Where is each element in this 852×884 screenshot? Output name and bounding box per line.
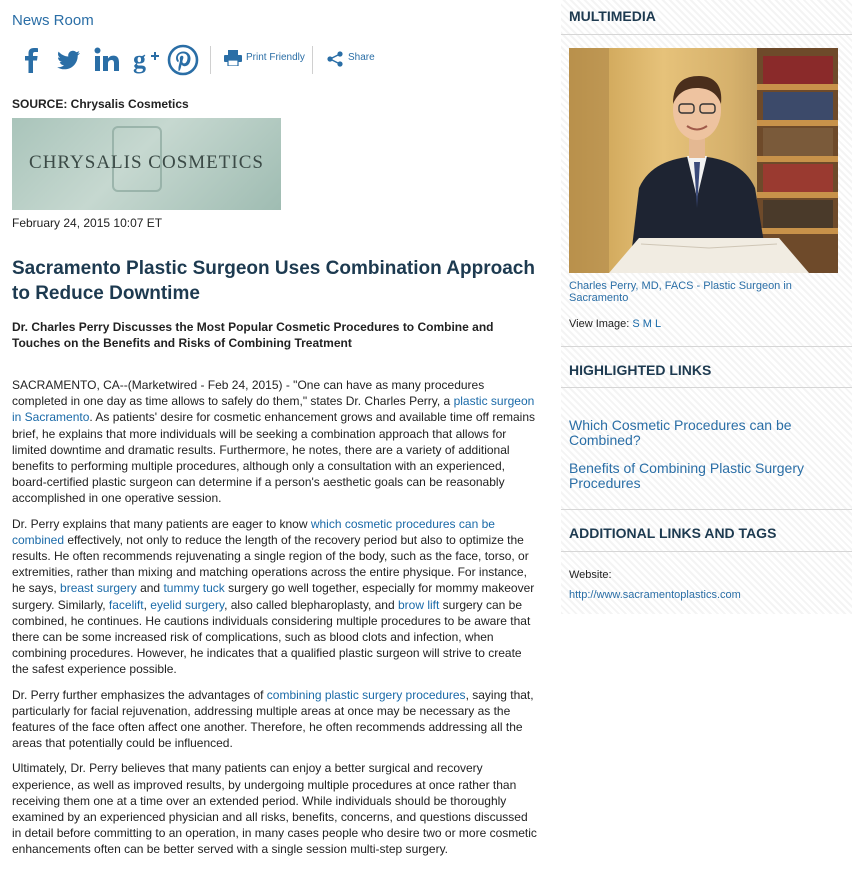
body-paragraph: [12, 760, 540, 857]
share-divider: [312, 46, 313, 74]
website-label: Website:: [569, 569, 612, 581]
share-bar: [12, 44, 412, 76]
additional-links-title: ADDITIONAL LINKS AND TAGS: [569, 525, 777, 541]
share-icon[interactable]: [327, 51, 343, 67]
image-size-large[interactable]: L: [655, 318, 662, 330]
article-headline: Sacramento Plastic Surgeon Uses Combination Approach to Reduce Downtime: [12, 258, 535, 304]
print-friendly-link[interactable]: Print Friendly: [246, 52, 305, 63]
logo-text: CHRYSALIS COSMETICS: [29, 152, 264, 173]
highlighted-link-benefits[interactable]: Benefits of Combining Plastic Surgery Procedures: [569, 460, 804, 491]
highlighted-links-title: HIGHLIGHTED LINKS: [569, 362, 712, 378]
plastic-surgeon-link[interactable]: plastic surgeon in Sacramento: [12, 394, 535, 425]
facebook-icon[interactable]: [22, 44, 40, 74]
view-image: [569, 318, 661, 330]
body-text: , saying that, particularly for facial rejuvenation, addressing multiple areas at once may be necessary as the features of the face often affect one another. Therefore, he often recommends addressing all the areas that potentially could be influenced.: [12, 687, 534, 751]
body-text: Dr. Perry further emphasizes the advantages of: [12, 687, 267, 702]
brow-lift-link[interactable]: brow lift: [397, 597, 440, 612]
combining-procedures-link[interactable]: combining plastic surgery procedures: [266, 687, 466, 702]
breast-surgery-link[interactable]: breast surgery: [60, 581, 137, 596]
svg-text:g: g: [133, 45, 146, 74]
body-paragraph: [12, 377, 540, 507]
image-size-medium[interactable]: M: [642, 318, 652, 330]
facelift-link[interactable]: facelift: [108, 597, 144, 612]
company-logo: [12, 118, 281, 210]
newsroom-link[interactable]: News Room: [12, 12, 94, 29]
linkedin-icon[interactable]: [94, 44, 120, 74]
body-paragraph: [12, 687, 540, 752]
body-text: , also called blepharoplasty, and: [224, 597, 398, 612]
photo-caption[interactable]: Charles Perry, MD, FACS - Plastic Surgeon in Sacramento: [569, 280, 792, 304]
tummy-tuck-link[interactable]: tummy tuck: [163, 581, 225, 596]
section-divider: [561, 346, 852, 347]
body-text: Dr. Perry explains that many patients are eager to know: [12, 516, 311, 531]
body-text: surgery go well together, especially for mommy makeover surgery. Similarly,: [12, 581, 535, 612]
pinterest-icon[interactable]: [167, 44, 199, 76]
body-text: SACRAMENTO, CA--(Marketwired - Feb 24, 2015) - "One can have as many procedures completed in one day as time allows to safely do them," states Dr. Charles Perry, a: [12, 378, 485, 409]
share-link[interactable]: Share: [348, 52, 375, 63]
view-image-label: View Image:: [569, 318, 633, 330]
eyelid-surgery-link[interactable]: eyelid surgery: [150, 597, 225, 612]
body-text: . As patients' desire for cosmetic enhancement grows and available time off remains brief, he explains that more individuals will be seeking a combination approach that allows for limited downtime and dramatic results. Furthermore, he notes, there are a variety of additional benefits to performing multiple procedures, although only a consultation with an experienced, board-certified plastic surgeon can determine if a person's aesthetic goals can be reasonably accomplished in one operative session.: [12, 410, 536, 506]
section-divider: [561, 387, 852, 388]
body-paragraph: [12, 516, 540, 678]
section-divider: [561, 551, 852, 552]
sidebar: [561, 0, 852, 614]
article-subheadline: Dr. Charles Perry Discusses the Most Popular Cosmetic Procedures to Combine and Touches on the Benefits and Risks of Combining Treatment: [12, 320, 494, 350]
twitter-icon[interactable]: [56, 44, 82, 74]
body-text: ,: [143, 597, 151, 612]
printer-icon[interactable]: [224, 50, 242, 66]
image-size-small[interactable]: S: [632, 318, 640, 330]
source-label: SOURCE: Chrysalis Cosmetics: [12, 97, 189, 111]
doctor-photo[interactable]: [569, 48, 838, 273]
google-plus-icon[interactable]: [132, 44, 162, 74]
body-text: Ultimately, Dr. Perry believes that many patients can enjoy a better surgical and recovery experience, as well as improved results, by undergoing multiple procedures at once rather than receiving them one at a time over an extended period. While individuals should be thoroughly examined by an experienced physician and all risks, benefits, concerns, and questions discussed in detail before committing to an operation, in many cases people who desire two or more cosmetic enhancements often can be better served with a single session multi-step surgery.: [12, 761, 537, 857]
multimedia-title: MULTIMEDIA: [569, 8, 656, 24]
section-divider: [561, 34, 852, 35]
section-divider: [561, 509, 852, 510]
body-text: and: [136, 581, 164, 596]
body-text: surgery can be combined, he continues. He cautions individuals considering multiple procedures to be aware that there can be some increased risk of complications, such as blood clots and infection, when combining procedures. However, he indicates that a qualified plastic surgeon will strive to create the safest experience possible.: [12, 597, 531, 677]
publish-date: February 24, 2015 10:07 ET: [12, 216, 163, 230]
article-body: [12, 377, 540, 867]
share-divider: [210, 46, 211, 74]
highlighted-link-combined[interactable]: Which Cosmetic Procedures can be Combined?: [569, 417, 792, 448]
website-link[interactable]: http://www.sacramentoplastics.com: [569, 589, 741, 601]
combined-procedures-link[interactable]: which cosmetic procedures can be combined: [12, 516, 495, 547]
body-text: effectively, not only to reduce the length of the recovery period but also to optimize the results. He often recommends rejuvenating a single region of the body, such as the face, torso, or extremities, rather than mixing and matching operations across the entire physique. For instance, he says,: [12, 532, 529, 596]
